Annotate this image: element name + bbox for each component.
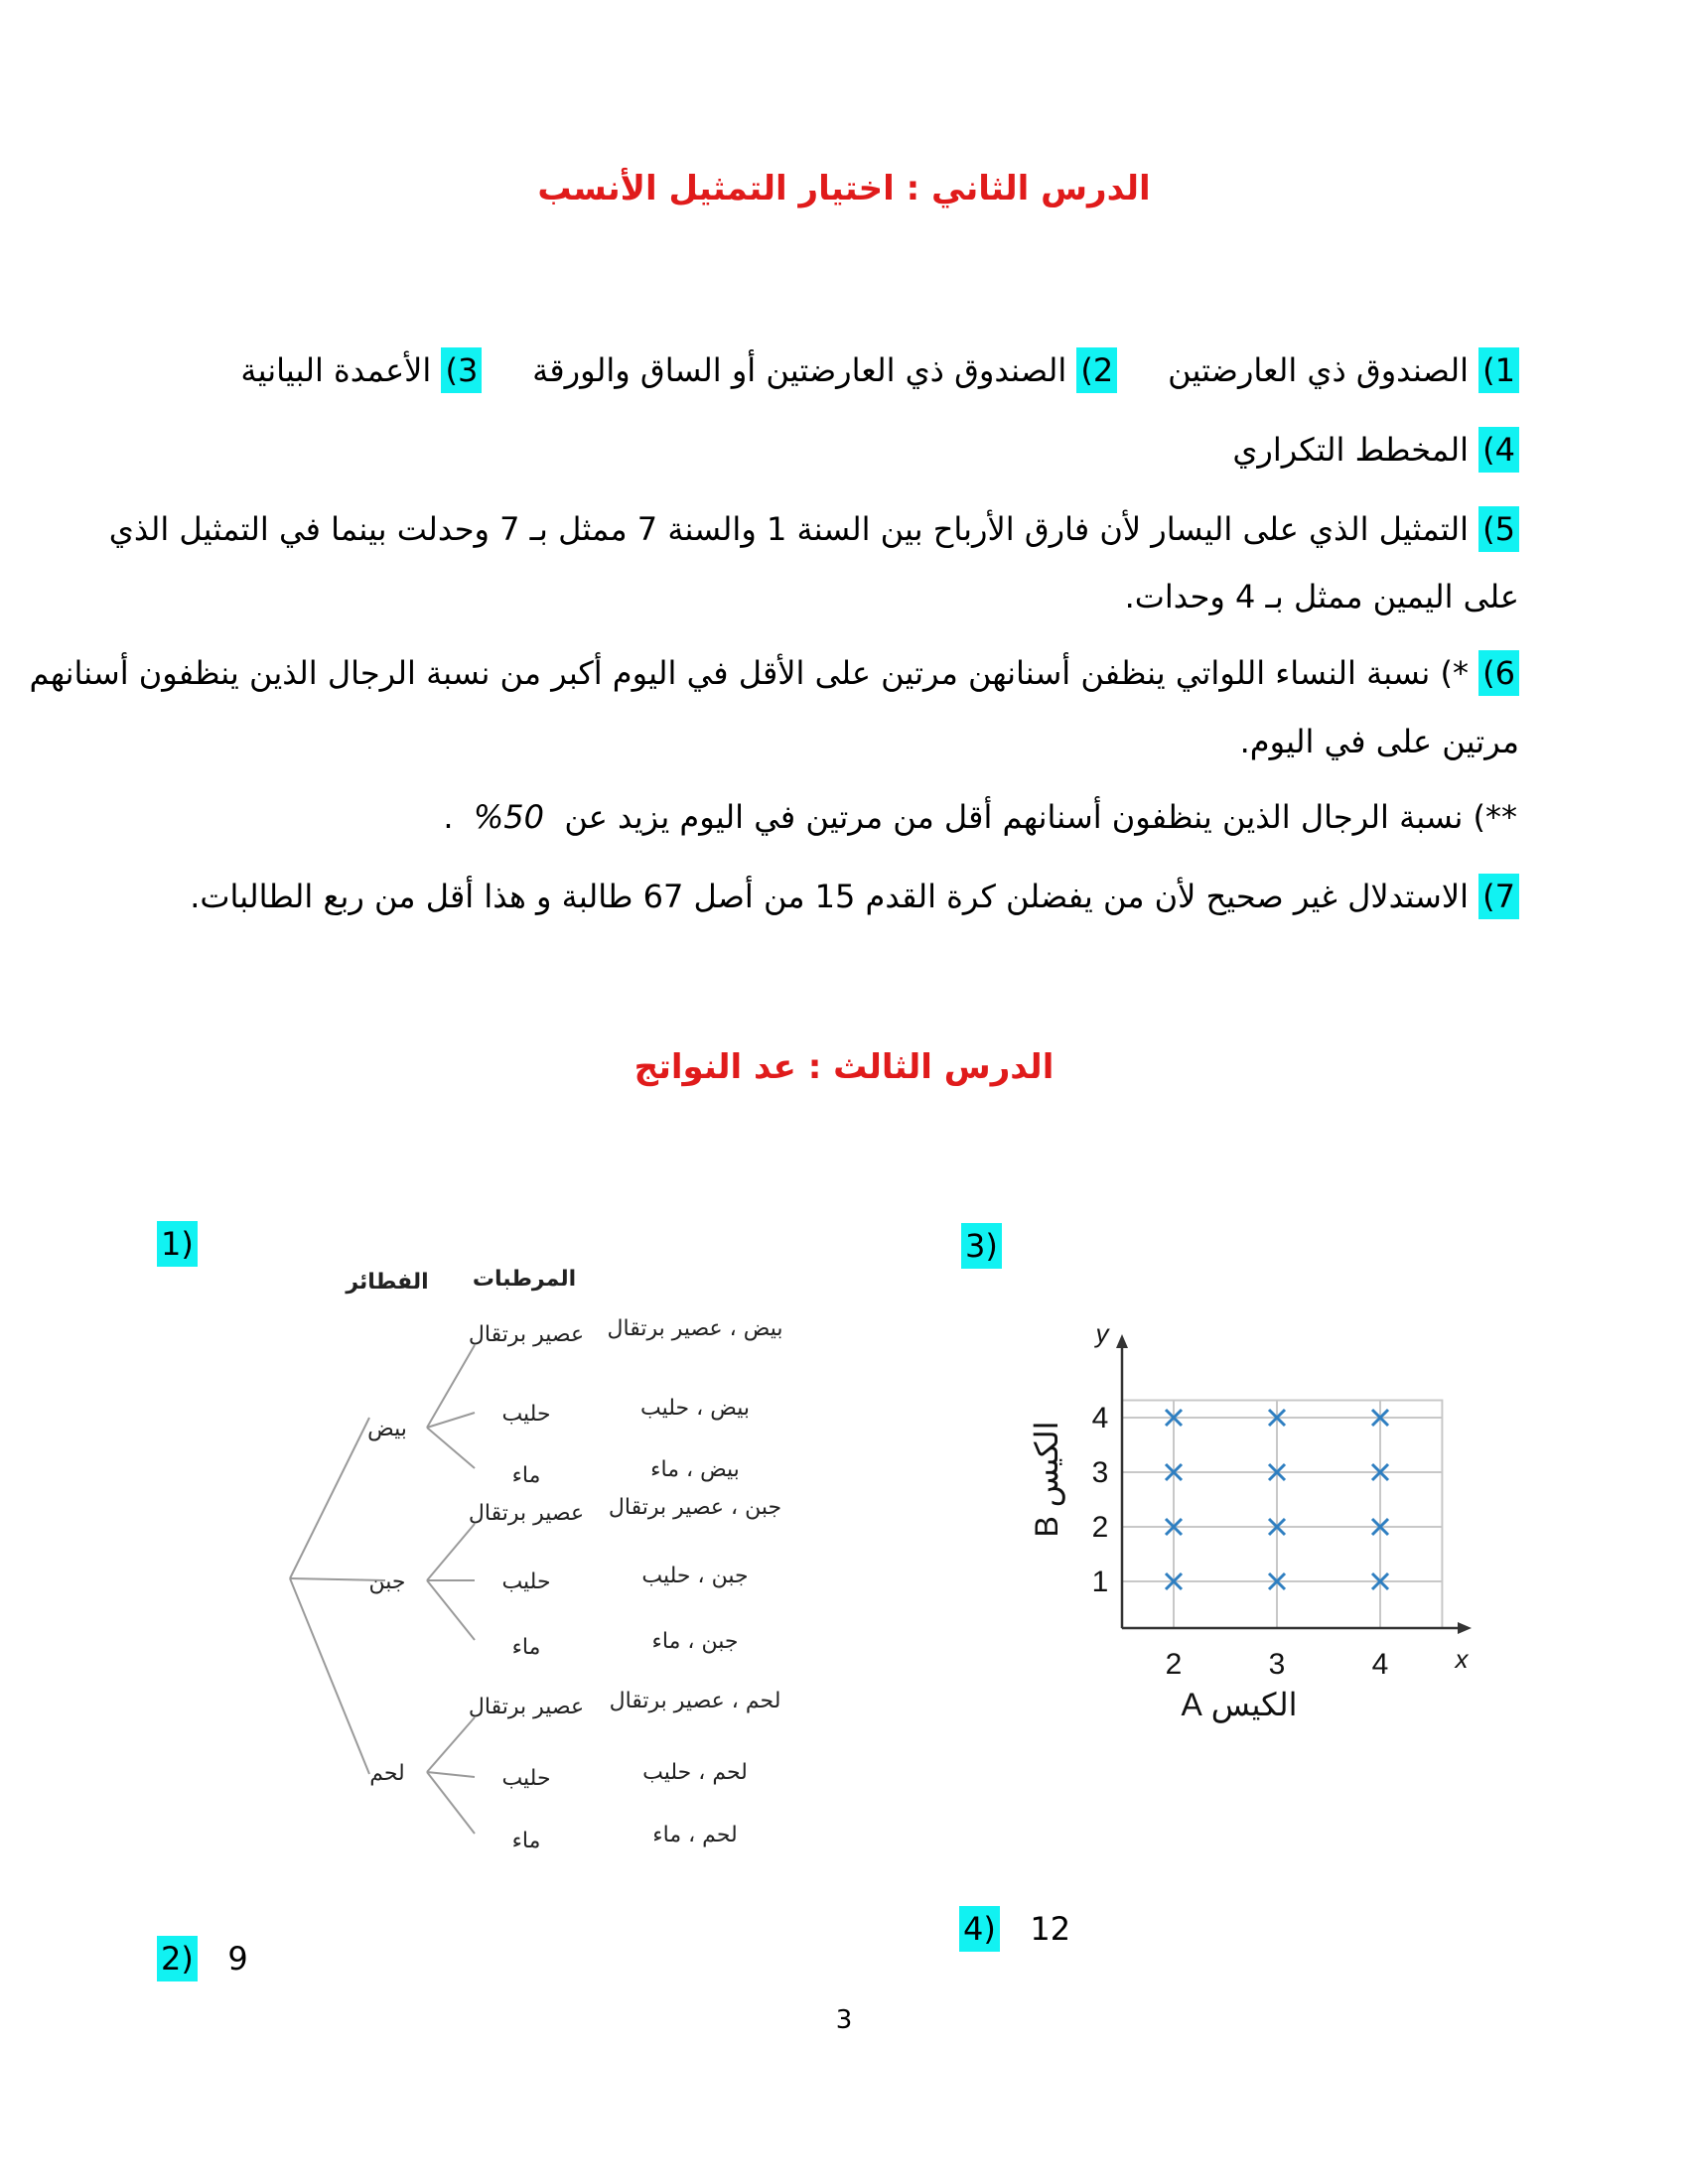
answer-number-6: 6) [1478,650,1519,696]
answer-text-7: الاستدلال غير صحيح لأن من يفضلن كرة القدم 15 من أصل 67 طالبة و هذا أقل من ربع الطالبات. [190,878,1469,915]
tree-outcome-label: جبن ، ماء [651,1629,739,1654]
tree-drink-label: حليب [501,1570,551,1594]
answer-text-2: الصندوق ذي العارضتين أو الساق والورقة [532,351,1067,389]
y-tick-label: 1 [1091,1566,1109,1598]
x-tick-label: 3 [1268,1648,1286,1681]
x-axis-arrow [1458,1622,1472,1634]
tree-pastry-label: جبن [368,1570,406,1594]
tree-outcome-label: لحم ، ماء [652,1823,738,1847]
lesson3-title: الدرس الثالث : عد النواتج [633,1047,1055,1087]
answer-number-4: 4) [1478,427,1519,473]
answer-number-2: 2) [1076,347,1117,393]
tree-pastry-label: لحم [369,1761,405,1786]
answer-number-3: 3) [441,347,482,393]
tree-drink-label: حليب [501,1766,551,1791]
lesson2-title: الدرس الثاني : اختيار التمثيل الأنسب [537,169,1151,208]
answer-6-end: . [443,798,454,836]
y-axis-letter: y [1095,1318,1109,1348]
tree-outcome-label: بيض ، حليب [640,1396,750,1421]
tree-outcome-label: لحم ، حليب [642,1760,748,1785]
answer-number-5: 5) [1478,506,1519,552]
x-tick-label: 2 [1165,1648,1183,1681]
answer-text-4: المخطط التكراري [1232,431,1469,469]
tree-drink-label: ماء [511,1829,541,1853]
tree-outcome-label: جبن ، عصير برتقال [608,1495,782,1520]
tree-drink-label: عصير برتقال [468,1695,585,1719]
x-axis-title: الكيس A [1181,1687,1298,1722]
tree-drink-label: ماء [511,1635,541,1660]
tree-outcome-label: جبن ، حليب [641,1564,749,1588]
answer-text-5a: التمثيل الذي على اليسار لأن فارق الأرباح بين السنة 1 والسنة 7 ممثل بـ 7 وحدلت بينما في التمثيل الذي [108,510,1469,548]
q3-number: 3) [961,1223,1002,1269]
q4-num: 4) [959,1906,1000,1952]
tree-pastry-label: بيض [367,1417,407,1441]
answer-text-5b: على اليمين ممثل بـ 4 وحدات. [1124,578,1519,615]
tree-outcome-label: بيض ، ماء [650,1457,740,1482]
y-axis-title: الكيس B [1029,1421,1064,1538]
y-tick-label: 4 [1091,1402,1109,1434]
x-tick-label: 4 [1371,1648,1389,1681]
tree-outcome-label: بيض ، عصير برتقال [607,1316,783,1341]
tree-drink-label: عصير برتقال [468,1322,585,1347]
answer-text-6c: **) نسبة الرجال الذين ينظفون أسنانهم أقل من مرتين في اليوم يزيد عن [564,798,1517,836]
tree-header-pastry: الفطائر [346,1270,429,1295]
grid-frame [1122,1401,1442,1629]
answer-text-1: الصندوق ذي العارضتين [1168,351,1469,389]
q2-value: 9 [227,1940,248,1978]
tree-drink-label: ماء [511,1463,541,1488]
answer-6-percent: 50% [473,798,544,836]
answer-text-6a: *) نسبة النساء اللواتي ينظفن أسنانهن مرتين على الأقل في اليوم أكبر من نسبة الرجال الذين ينظفون أسنانهم [29,654,1469,692]
answer-text-6b: مرتين على في اليوم. [1239,723,1519,760]
y-tick-label: 3 [1091,1456,1109,1489]
q2-num: 2) [157,1936,198,1981]
answer-number-1: 1) [1478,347,1519,393]
x-axis-letter: x [1455,1644,1469,1674]
q4-value: 12 [1030,1910,1071,1948]
tree-header-drinks: المرطبات [472,1267,577,1292]
y-tick-label: 2 [1091,1511,1109,1544]
y-axis-arrow [1116,1334,1128,1348]
q1-number: 1) [157,1221,198,1267]
answer-number-7: 7) [1478,874,1519,919]
tree-drink-label: عصير برتقال [468,1501,585,1526]
page-number: 3 [835,2005,853,2035]
tree-drink-label: حليب [501,1402,551,1427]
answer-text-3: الأعمدة البيانية [240,351,432,389]
tree-outcome-label: لحم ، عصير برتقال [609,1689,781,1713]
